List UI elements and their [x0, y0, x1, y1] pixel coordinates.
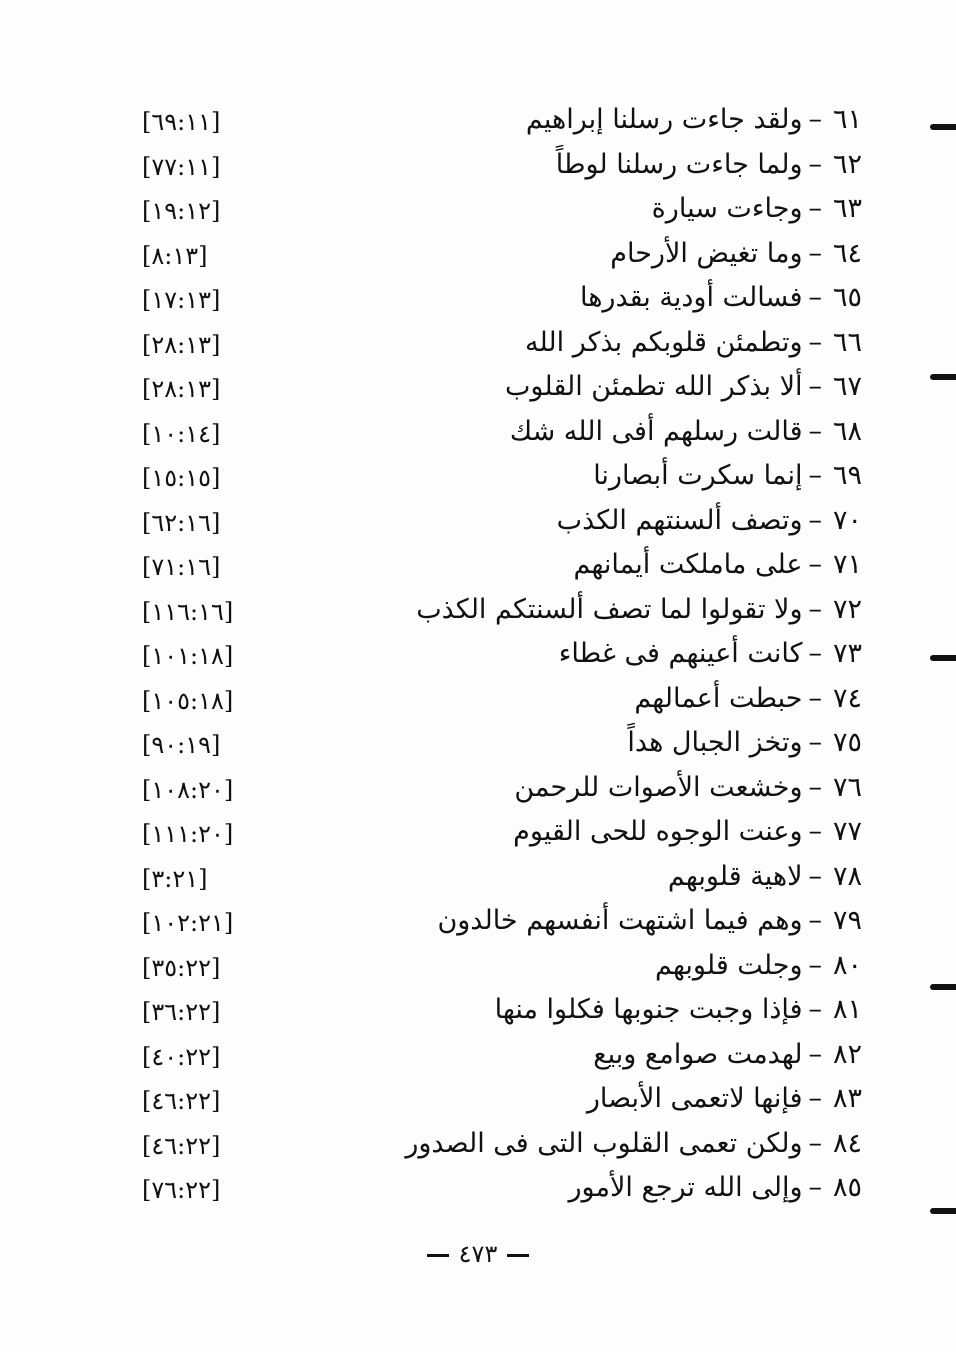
entry-phrase-line [505, 371, 862, 402]
entry-number: ٦٢ [832, 148, 862, 180]
entry-number: ٧٥ [832, 727, 862, 758]
entry-reference: [١٠١:١٨] [142, 642, 234, 670]
entry-number: ٧١ [832, 549, 862, 580]
entry-phrase-line [573, 549, 862, 580]
entry-text: فإذا وجبت جنوبها فكلوا منها [494, 994, 803, 1025]
entry-dash: – [808, 1172, 822, 1203]
entry-number: ٧٩ [832, 905, 862, 936]
entry-phrase-line [556, 149, 862, 180]
entry-number: ٨٤ [832, 1127, 862, 1159]
entry-phrase-line [526, 104, 862, 135]
entry-dash: – [808, 593, 822, 625]
entry-phrase-line [514, 772, 862, 803]
entry-number: ٦٥ [832, 282, 862, 313]
entry-dash: – [808, 460, 822, 491]
entry-phrase-line [652, 193, 862, 224]
entry-reference: [١١١:٢٠] [142, 820, 234, 848]
entry-text: وجاءت سيارة [651, 193, 803, 224]
entry-text: وما تغيض الأرحام [610, 237, 803, 269]
entry-dash: – [808, 193, 822, 224]
list-item [130, 812, 870, 856]
entry-text: وتخز الجبال هداً [627, 727, 803, 758]
list-item [130, 545, 870, 589]
entry-text: لاهية قلوبهم [667, 860, 803, 892]
entry-dash: – [808, 549, 822, 580]
entry-phrase-line [593, 460, 862, 491]
entry-dash: – [808, 638, 822, 669]
entry-number: ٨١ [832, 994, 862, 1025]
entry-reference: [٤٦:٢٢] [142, 1087, 221, 1115]
entry-phrase-line [416, 594, 862, 625]
entry-reference: [٣٥:٢٢] [142, 953, 221, 982]
list-item [130, 857, 870, 901]
entry-number: ٨٣ [832, 1083, 862, 1114]
page-footer [0, 1240, 956, 1268]
entry-reference: [١٥:١٥] [142, 464, 221, 492]
entry-number: ٨٠ [832, 949, 862, 981]
entry-text: حبطت أعمالهم [634, 682, 803, 714]
list-item [130, 100, 870, 144]
edge-mark [930, 1208, 956, 1214]
entry-number: ٦٩ [832, 460, 862, 491]
entry-reference: [٨:١٣] [142, 241, 208, 270]
entry-number: ٦١ [832, 104, 862, 135]
list-item [130, 145, 870, 189]
entry-reference: [١٠:١٤] [142, 419, 221, 448]
entry-phrase-line [634, 683, 862, 714]
list-item [130, 456, 870, 500]
entry-dash: – [808, 237, 822, 269]
entry-phrase-line [495, 994, 862, 1025]
entry-dash: – [808, 504, 822, 536]
list-item [130, 679, 870, 723]
entry-phrase-line [627, 727, 862, 758]
entry-number: ٧٤ [832, 682, 862, 714]
entry-reference: [٢٨:١٣] [142, 375, 221, 403]
list-item [130, 278, 870, 322]
entry-number: ٧٨ [832, 860, 862, 892]
entry-reference: [٧٦:٢٢] [142, 1176, 221, 1204]
list-item [130, 1168, 870, 1212]
entry-reference: [١٠٨:٢٠] [142, 775, 234, 804]
list-item [130, 323, 870, 367]
list-item [130, 1079, 870, 1123]
entry-phrase-line [569, 1172, 862, 1203]
entry-phrase-line [593, 1039, 862, 1070]
entry-reference: [٦٢:١٦] [142, 508, 221, 537]
entry-dash: – [808, 1083, 822, 1114]
entry-phrase-line [557, 505, 862, 536]
entry-phrase-line [655, 950, 862, 981]
list-item [130, 768, 870, 812]
entry-dash: – [808, 905, 822, 936]
entry-text: وتصف ألسنتهم الكذب [556, 504, 803, 536]
entry-reference: [١٧:١٣] [142, 286, 221, 314]
entry-dash: – [808, 682, 822, 714]
entry-reference: [٩٠:١٩] [142, 731, 221, 759]
entry-reference: [٧١:١٦] [142, 553, 221, 581]
list-item [130, 1124, 870, 1168]
entry-text: وإلى الله ترجع الأمور [568, 1172, 803, 1203]
entry-phrase-line [510, 416, 862, 447]
entry-number: ٦٤ [832, 237, 862, 269]
entry-reference: [١٠٢:٢١] [142, 909, 234, 937]
entry-text: على ماملكت أيمانهم [573, 549, 803, 580]
entry-number: ٨٢ [832, 1038, 862, 1070]
list-item [130, 412, 870, 456]
entry-number: ٧٣ [832, 638, 862, 669]
list-item [130, 590, 870, 634]
entry-phrase-line [525, 327, 862, 358]
entry-dash: – [808, 371, 822, 402]
entry-reference: [٤٦:٢٢] [142, 1131, 221, 1160]
edge-mark [930, 374, 956, 380]
entry-reference: [٧٧:١١] [142, 152, 221, 181]
entry-phrase-line [559, 638, 862, 669]
entry-number: ٦٦ [832, 326, 862, 358]
entry-dash: – [808, 1127, 822, 1159]
entry-dash: – [808, 860, 822, 892]
entry-text: ولما جاءت رسلنا لوطاً [555, 148, 803, 180]
entry-phrase-line [437, 905, 862, 936]
list-item [130, 634, 870, 678]
list-item [130, 501, 870, 545]
entry-number: ٦٣ [832, 193, 862, 224]
list-item [130, 946, 870, 990]
list-item [130, 234, 870, 278]
entry-text: فإنها لاتعمى الأبصار [586, 1083, 803, 1114]
entry-dash: – [808, 1038, 822, 1070]
entry-phrase-line [668, 861, 862, 892]
entry-dash: – [808, 771, 822, 803]
entry-text: قالت رسلهم أفى الله شك [509, 415, 803, 447]
entry-dash: – [808, 949, 822, 981]
entry-phrase-line [587, 1083, 862, 1114]
entry-number: ٧٠ [832, 504, 862, 536]
entry-text: وتطمئن قلوبكم بذكر الله [524, 326, 803, 358]
entry-dash: – [808, 326, 822, 358]
edge-mark [930, 124, 956, 130]
entry-text: وعنت الوجوه للحى القيوم [513, 816, 803, 847]
entry-text: وهم فيما اشتهت أنفسهم خالدون [437, 905, 803, 936]
list-item [130, 723, 870, 767]
entry-number: ٦٧ [832, 371, 862, 402]
entry-text: ولقد جاءت رسلنا إبراهيم [525, 104, 803, 135]
entry-reference: [٢٨:١٣] [142, 330, 221, 359]
entry-number: ٧٦ [832, 771, 862, 803]
entry-dash: – [808, 727, 822, 758]
entry-text: ولكن تعمى القلوب التى فى الصدور [405, 1127, 803, 1159]
entry-reference: [٣٦:٢٢] [142, 998, 221, 1026]
entry-dash: – [808, 415, 822, 447]
list-item [130, 189, 870, 233]
entry-text: كانت أعينهم فى غطاء [558, 638, 803, 669]
entry-dash: – [808, 104, 822, 135]
entry-reference: [١٠٥:١٨] [142, 686, 234, 715]
list-item [130, 1035, 870, 1079]
list-item [130, 367, 870, 411]
entry-phrase-line [610, 238, 862, 269]
entry-reference: [٦٩:١١] [142, 108, 221, 136]
entry-reference: [١١٦:١٦] [142, 597, 234, 626]
entry-dash: – [808, 816, 822, 847]
entry-text: لهدمت صوامع وبيع [593, 1038, 803, 1070]
footer-rule [507, 1254, 529, 1257]
entry-number: ٦٨ [832, 415, 862, 447]
list-item [130, 901, 870, 945]
entry-text: إنما سكرت أبصارنا [593, 460, 803, 491]
edge-mark [930, 984, 956, 990]
entry-text: ولا تقولوا لما تصف ألسنتكم الكذب [416, 593, 803, 625]
entry-phrase-line [513, 816, 862, 847]
entry-dash: – [808, 994, 822, 1025]
entry-dash: – [808, 282, 822, 313]
entry-number: ٨٥ [832, 1172, 862, 1203]
entry-text: فسالت أودية بقدرها [579, 282, 803, 313]
list-item [130, 990, 870, 1034]
entry-dash: – [808, 148, 822, 180]
page-number: ٤٧٣ [458, 1240, 498, 1268]
entry-text: وخشعت الأصوات للرحمن [514, 771, 803, 803]
footer-rule [427, 1254, 449, 1257]
entry-reference: [٤٠:٢٢] [142, 1042, 221, 1071]
entry-text: ألا بذكر الله تطمئن القلوب [505, 371, 803, 402]
entry-reference: [٣:٢١] [142, 864, 208, 893]
entry-reference: [١٩:١٢] [142, 197, 221, 225]
entry-text: وجلت قلوبهم [655, 949, 803, 981]
entry-phrase-line [405, 1128, 862, 1159]
entry-phrase-line [580, 282, 862, 313]
edge-mark [930, 655, 956, 661]
entry-number: ٧٢ [832, 593, 862, 625]
entry-number: ٧٧ [832, 816, 862, 847]
